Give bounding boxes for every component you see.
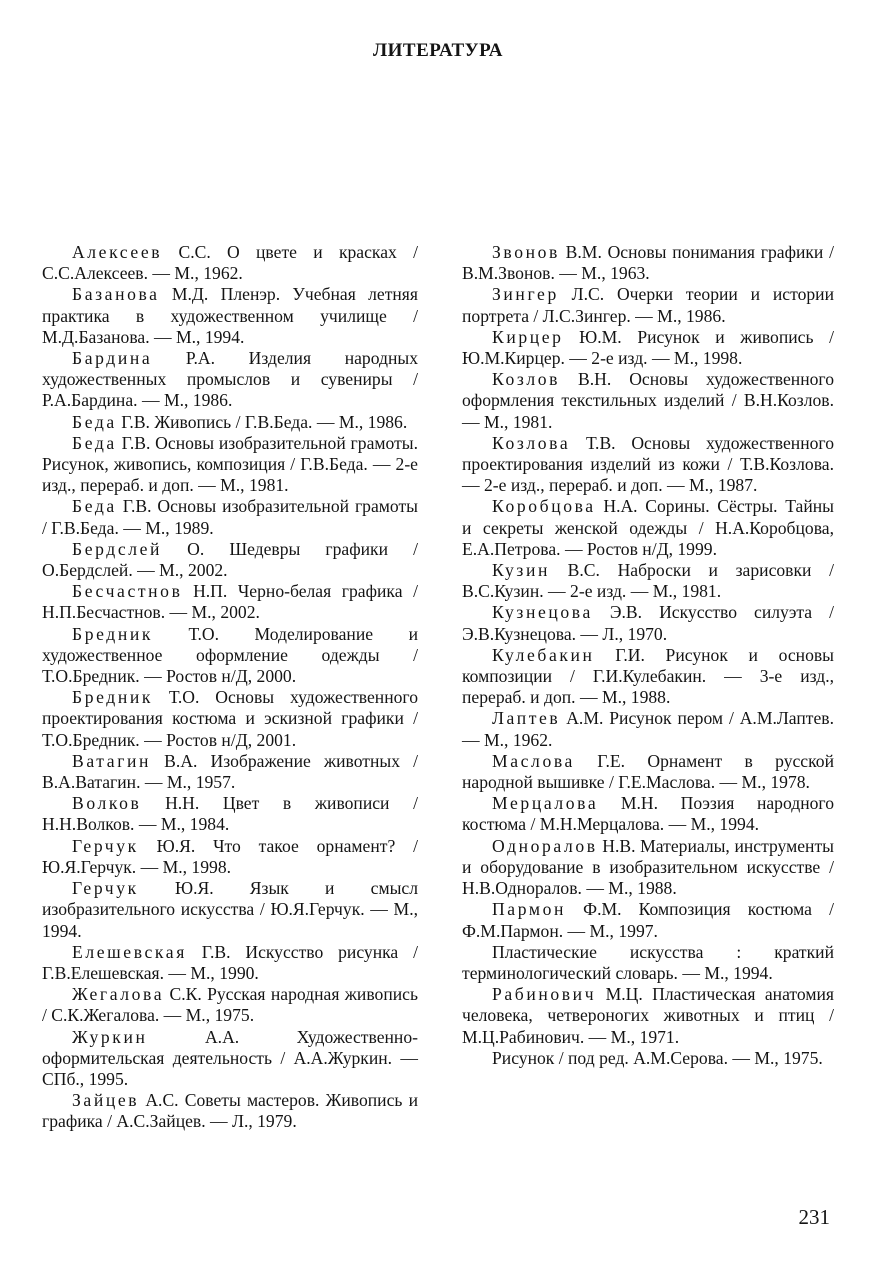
bibliography-entry xyxy=(42,348,418,412)
entry-text: Г.В. Искусство рисунка / Г.В.Елешевская. — М., 1990. xyxy=(42,941,418,983)
entry-text: Г.В. Основы изобразительной грамоты. Рисунок, живопись, композиция / Г.В.Беда. — 2-е изд., перераб. и доп. — М., 1981. xyxy=(42,432,418,496)
entry-author: Волков xyxy=(72,793,142,814)
bibliography-entry xyxy=(462,560,834,602)
entry-text: Р.А. Изделия народных художественных промыслов и сувениры / Р.А.Бардина. — М., 1986. xyxy=(42,348,418,411)
entry-author: Бредник xyxy=(72,623,154,644)
entry-author: Базанова xyxy=(72,284,160,305)
bibliography-entry xyxy=(42,581,418,623)
entry-text: Т.О. Основы художественного проектирования костюма и эскизной графики / Т.О.Бредник. — Ростов н/Д, 2001. xyxy=(42,687,418,750)
entry-author: Кузнецова xyxy=(492,602,593,623)
entry-text: А.А. Художественно-оформительская деятельность / А.А.Журкин. — СПб., 1995. xyxy=(42,1026,418,1089)
bibliography-entry xyxy=(462,751,834,793)
bibliography-entry xyxy=(42,687,418,751)
entry-author: Кулебакин xyxy=(492,644,595,665)
entry-author: Бесчастнов xyxy=(72,581,183,602)
entry-author: Кузин xyxy=(492,560,550,581)
bibliography-entry xyxy=(462,645,834,709)
entry-author: Ватагин xyxy=(72,750,152,771)
bibliography-entry xyxy=(42,433,418,497)
bibliography-entry xyxy=(42,942,418,984)
entry-text: Г.В. Живопись / Г.В.Беда. — М., 1986. xyxy=(116,411,408,432)
bibliography-entry xyxy=(462,836,834,900)
entry-text: Г.В. Основы изобразительной грамоты / Г.В.Беда. — М., 1989. xyxy=(42,496,418,538)
bibliography-entry xyxy=(42,1027,418,1091)
bibliography-entry xyxy=(462,602,834,644)
bibliography-entry xyxy=(42,496,418,538)
bibliography-entry xyxy=(42,242,418,284)
entry-text: О. Шедевры графики / О.Бердслей. — М., 2002. xyxy=(42,538,418,581)
entry-text: Э.В. Искусство силуэта / Э.В.Кузнецова. — Л., 1970. xyxy=(462,602,834,644)
entry-text: Л.С. Очерки теории и истории портрета / Л.С.Зингер. — М., 1986. xyxy=(462,284,834,326)
entry-text: Н.П. Черно-белая графика / Н.П.Бесчастнов. — М., 2002. xyxy=(42,581,418,623)
entry-text: В.С. Наброски и зарисовки / В.С.Кузин. — 2-е изд. — М., 1981. xyxy=(462,560,834,602)
entry-author: Мерцалова xyxy=(492,793,599,814)
bibliography-entry xyxy=(462,496,834,560)
bibliography-entry xyxy=(42,751,418,793)
entry-author: Журкин xyxy=(72,1026,148,1047)
entry-text: Рисунок / под ред. А.М.Серова. — М., 1975. xyxy=(492,1047,823,1068)
entry-author: Пармон xyxy=(492,899,566,920)
entry-author: Бредник xyxy=(72,687,154,708)
entry-author: Зингер xyxy=(492,284,559,305)
bibliography-column-left xyxy=(42,242,418,1133)
entry-author: Лаптев xyxy=(492,708,561,729)
entry-text: А.М. Рисунок пером / А.М.Лаптев. — М., 1962. xyxy=(462,708,834,750)
bibliography-entry xyxy=(42,836,418,878)
entry-text: Ю.Я. Что такое орнамент? / Ю.Я.Герчук. — М., 1998. xyxy=(42,835,418,877)
entry-text: Н.В. Материалы, инструменты и оборудование в изобразительном искусстве / Н.В.Одноралов. — М., 1988. xyxy=(462,835,834,899)
bibliography-entry xyxy=(462,242,834,284)
entry-text: М.Ц. Пластическая анатомия человека, четвероногих животных и птиц / М.Ц.Рабинович. — М., 1971. xyxy=(462,984,834,1047)
entry-author: Козлова xyxy=(492,432,571,453)
bibliography-entry xyxy=(462,327,834,369)
entry-author: Беда xyxy=(72,496,117,517)
entry-text: В.А. Изображение животных / В.А.Ватагин. — М., 1957. xyxy=(42,750,418,793)
entry-author: Герчук xyxy=(72,878,139,899)
bibliography-entry xyxy=(462,708,834,750)
entry-text: Н.А. Сорины. Сёстры. Тайны и секреты женской одежды / Н.А.Коробцова, Е.А.Петрова. — Ростов н/Д, 1999. xyxy=(462,496,834,559)
entry-text: А.С. Советы мастеров. Живопись и графика / А.С.Зайцев. — Л., 1979. xyxy=(42,1090,418,1132)
bibliography-entry xyxy=(42,984,418,1026)
entry-text: Т.В. Основы художественного проектирования изделий из кожи / Т.В.Козлова. — 2-е изд., перераб. и доп. — М., 1987. xyxy=(462,432,834,496)
entry-author: Одноралов xyxy=(492,835,598,856)
entry-author: Козлов xyxy=(492,369,561,390)
bibliography-entry xyxy=(42,793,418,835)
entry-text: Ю.М. Рисунок и живопись / Ю.М.Кирцер. — 2-е изд. — М., 1998. xyxy=(462,326,834,369)
entry-text: Н.Н. Цвет в живописи / Н.Н.Волков. — М., 1984. xyxy=(42,793,418,835)
entry-author: Маслова xyxy=(492,750,575,771)
bibliography-entry xyxy=(462,284,834,326)
bibliography-entry xyxy=(462,899,834,941)
bibliography-column-right xyxy=(462,242,834,1069)
entry-text: Ф.М. Композиция костюма / Ф.М.Пармон. — М., 1997. xyxy=(462,899,834,941)
entry-text: Г.Е. Орнамент в русской народной вышивке / Г.Е.Маслова. — М., 1978. xyxy=(462,750,834,793)
entry-author: Бардина xyxy=(72,348,153,369)
entry-text: В.М. Основы понимания графики / В.М.Звонов. — М., 1963. xyxy=(462,242,834,284)
entry-author: Герчук xyxy=(72,835,139,856)
bibliography-entry xyxy=(462,984,834,1048)
bibliography-entry xyxy=(462,942,834,984)
entry-text: С.С. О цвете и красках / С.С.Алексеев. — М., 1962. xyxy=(42,242,418,284)
page-title: ЛИТЕРАТУРА xyxy=(372,40,504,61)
bibliography-entry xyxy=(462,369,834,433)
bibliography-entry xyxy=(42,412,418,433)
entry-author: Зайцев xyxy=(72,1090,140,1111)
entry-author: Беда xyxy=(72,411,117,432)
entry-author: Бердслей xyxy=(72,538,163,559)
entry-author: Коробцова xyxy=(492,496,596,517)
bibliography-entry xyxy=(42,284,418,348)
entry-author: Звонов xyxy=(492,242,560,262)
bibliography-entry xyxy=(42,1090,418,1132)
bibliography-entry xyxy=(42,878,418,942)
entry-author: Беда xyxy=(72,432,117,453)
entry-author: Жегалова xyxy=(72,984,165,1005)
entry-text: Пластические искусства : краткий терминологический словарь. — М., 1994. xyxy=(462,941,834,983)
entry-author: Елешевская xyxy=(72,941,187,962)
bibliography-entry xyxy=(42,539,418,581)
entry-author: Рабинович xyxy=(492,984,597,1005)
entry-text: В.Н. Основы художественного оформления текстильных изделий / В.Н.Козлов. — М., 1981. xyxy=(462,369,834,432)
entry-text: М.Н. Поэзия народного костюма / М.Н.Мерцалова. — М., 1994. xyxy=(462,793,834,835)
bibliography-entry xyxy=(462,1048,834,1069)
entry-text: Т.О. Моделирование и художественное оформление одежды / Т.О.Бредник. — Ростов н/Д, 2000. xyxy=(42,623,418,687)
entry-text: С.К. Русская народная живопись / С.К.Жегалова. — М., 1975. xyxy=(42,984,418,1026)
entry-text: М.Д. Пленэр. Учебная летняя практика в художественном училище / М.Д.Базанова. — М., 1994. xyxy=(42,284,418,347)
bibliography-entry xyxy=(462,433,834,497)
page-number: 231 xyxy=(798,1205,830,1229)
entry-author: Алексеев xyxy=(72,242,163,262)
entry-author: Кирцер xyxy=(492,326,564,347)
bibliography-entry xyxy=(42,624,418,688)
bibliography-entry xyxy=(462,793,834,835)
entry-text: Ю.Я. Язык и смысл изобразительного искусства / Ю.Я.Герчук. — М., 1994. xyxy=(42,878,418,941)
entry-text: Г.И. Рисунок и основы композиции / Г.И.Кулебакин. — 3-е изд., перераб. и доп. — М., 1988. xyxy=(462,644,834,708)
